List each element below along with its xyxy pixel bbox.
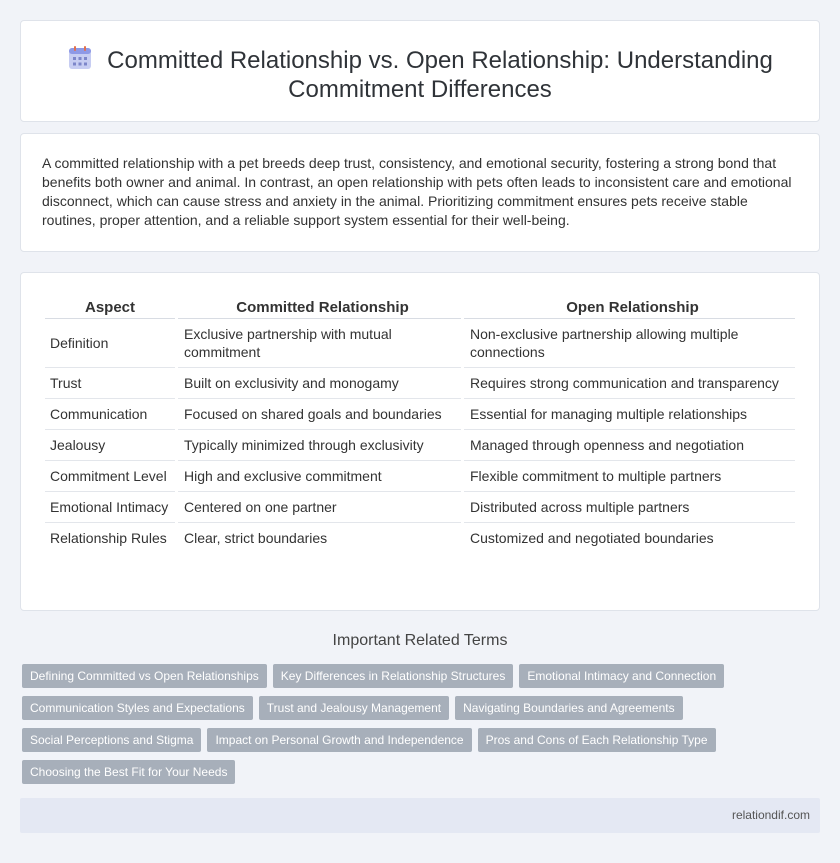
table-row [45, 430, 795, 461]
related-terms-tags [22, 664, 802, 792]
cell-committed: High and exclusive commitment [178, 461, 461, 492]
related-term-tag[interactable]: Trust and Jealousy Management [259, 696, 449, 720]
comparison-table [42, 295, 798, 553]
cell-committed: Focused on shared goals and boundaries [178, 399, 461, 430]
header-committed: Committed Relationship [178, 295, 461, 319]
cell-aspect: Definition [45, 319, 175, 368]
title-card [20, 20, 820, 122]
cell-open: Distributed across multiple partners [464, 492, 795, 523]
calendar-grid-icon [67, 45, 93, 71]
table-row [45, 319, 795, 368]
table-row [45, 523, 795, 553]
related-term-tag[interactable]: Key Differences in Relationship Structures [273, 664, 514, 688]
cell-committed: Typically minimized through exclusivity [178, 430, 461, 461]
cell-aspect: Commitment Level [45, 461, 175, 492]
table-row [45, 399, 795, 430]
cell-aspect: Emotional Intimacy [45, 492, 175, 523]
footer [20, 798, 820, 833]
cell-open: Managed through openness and negotiation [464, 430, 795, 461]
related-term-tag[interactable]: Defining Committed vs Open Relationships [22, 664, 267, 688]
intro-card [20, 133, 820, 252]
cell-aspect: Trust [45, 368, 175, 399]
cell-open: Requires strong communication and transparency [464, 368, 795, 399]
related-term-tag[interactable]: Social Perceptions and Stigma [22, 728, 201, 752]
related-term-tag[interactable]: Emotional Intimacy and Connection [519, 664, 724, 688]
cell-aspect: Communication [45, 399, 175, 430]
footer-site-link[interactable]: relationdif.com [731, 808, 810, 822]
related-term-tag[interactable]: Navigating Boundaries and Agreements [455, 696, 682, 720]
page-title [21, 45, 819, 104]
related-term-tag[interactable]: Pros and Cons of Each Relationship Type [478, 728, 716, 752]
related-terms-heading: Important Related Terms [332, 632, 508, 649]
table-row [45, 492, 795, 523]
cell-committed: Centered on one partner [178, 492, 461, 523]
table-row [45, 461, 795, 492]
cell-committed: Built on exclusivity and monogamy [178, 368, 461, 399]
header-aspect: Aspect [45, 295, 175, 319]
cell-open: Flexible commitment to multiple partners [464, 461, 795, 492]
header-open: Open Relationship [464, 295, 795, 319]
intro-paragraph: A committed relationship with a pet breeds deep trust, consistency, and emotional security, fostering a strong bond that benefits both owner and animal. In contrast, an open relationship with pets often leads to inconsistent care and emotional disconnect, which can cause stress and anxiety in the animal. Prioritizing commitment ensures pets receive stable routines, proper attention, and a reliable support system essential for their well-being. [42, 155, 792, 228]
comparison-table-card [20, 272, 820, 611]
cell-open: Non-exclusive partnership allowing multiple connections [464, 319, 795, 368]
page-title-text: Committed Relationship vs. Open Relationship: Understanding Commitment Differences [107, 47, 773, 103]
table-row [45, 368, 795, 399]
cell-committed: Clear, strict boundaries [184, 530, 328, 546]
cell-aspect: Relationship Rules [50, 530, 167, 546]
related-term-tag[interactable]: Impact on Personal Growth and Independence [207, 728, 471, 752]
related-term-tag[interactable]: Communication Styles and Expectations [22, 696, 253, 720]
table-header-row [45, 295, 795, 319]
related-term-tag[interactable]: Choosing the Best Fit for Your Needs [22, 760, 235, 784]
cell-aspect: Jealousy [45, 430, 175, 461]
cell-committed: Exclusive partnership with mutual commitment [178, 319, 461, 368]
cell-open: Essential for managing multiple relationships [464, 399, 795, 430]
cell-open: Customized and negotiated boundaries [470, 530, 714, 546]
